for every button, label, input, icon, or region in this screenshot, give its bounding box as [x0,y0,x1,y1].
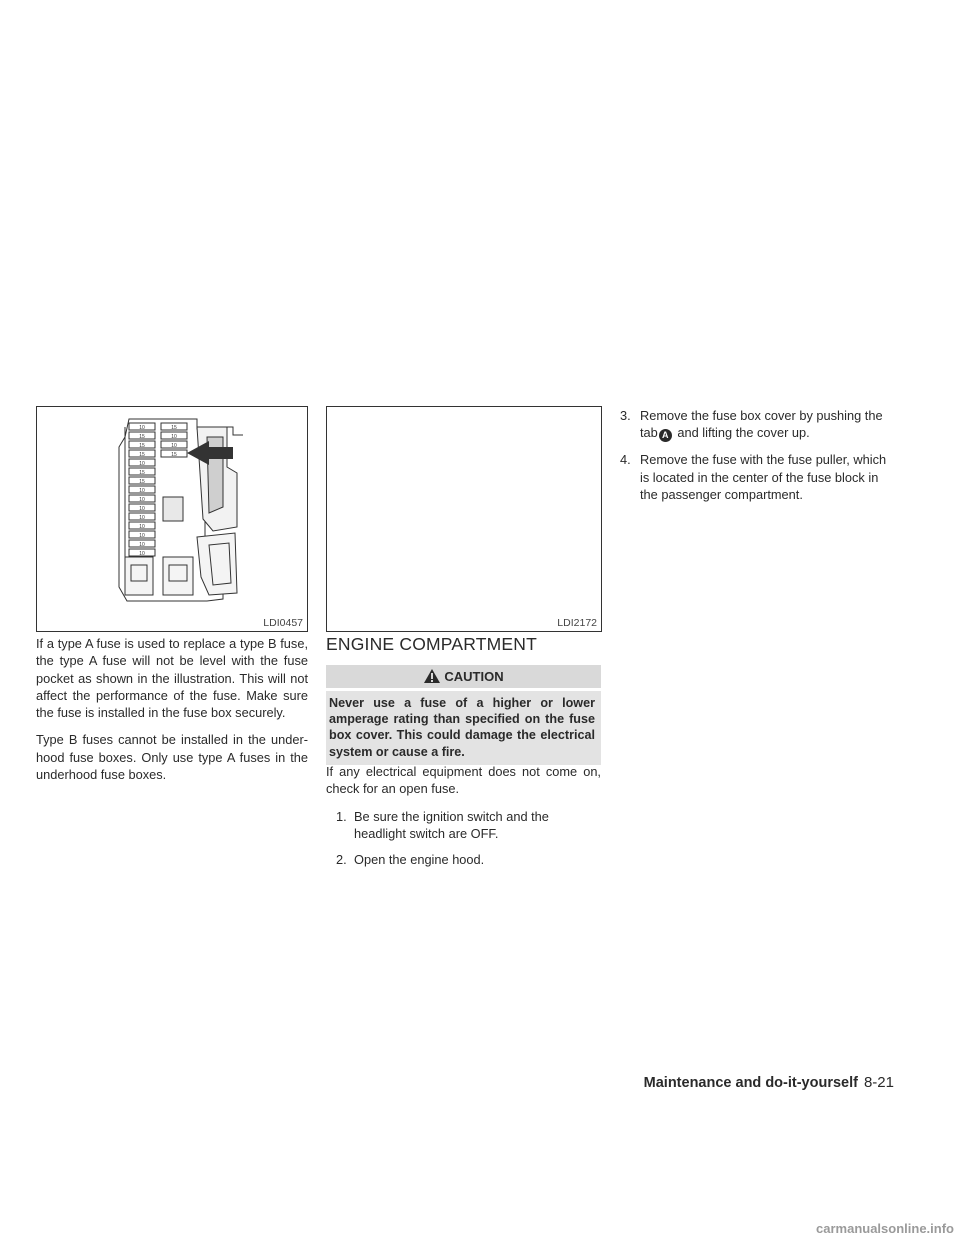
middle-column-body [326,763,601,877]
left-column [36,635,308,793]
fuse-label: 10 [139,425,145,431]
list-number: 2. [336,852,347,868]
fuse-label: 15 [171,452,177,458]
fuse-label: 15 [139,479,145,485]
fuse-label: 10 [139,524,145,530]
list-number: 4. [620,452,631,468]
list-text: Remove the fuse with the fuse puller, which is located in the center of the fuse block in the passenger compartment. [640,452,887,502]
fuse-label: 10 [139,497,145,503]
engine-compartment-illustration [326,406,602,632]
figure-code: LDI2172 [557,617,597,629]
list-text: Open the engine hood. [354,852,485,868]
fuse-label: 15 [139,470,145,476]
list-text: Be sure the ignition switch and the headlight switch are OFF. [354,808,549,841]
list-text: and lifting the cover up. [673,425,810,441]
watermark: carmanualsonline.info [816,1221,954,1236]
list-item [326,808,601,843]
list-text: Remove the fuse box cover by pushing the tab [640,408,883,441]
fuse-label: 15 [139,443,145,449]
fuse-label: 10 [171,443,177,449]
fuse-box-illustration [36,406,308,632]
fuse-label: 10 [139,551,145,557]
fuse-label: 15 [139,452,145,458]
warning-icon [423,668,441,691]
caution-text: Never use a fuse of a higher or lower amperage rating than specified on the fuse box cover. This could damage the electrical system or cause a fire. [326,691,601,765]
page-footer [644,1074,894,1091]
list-item [326,851,601,868]
list-item [620,407,896,442]
fuse-label: 15 [139,434,145,440]
figure-code: LDI0457 [263,617,303,629]
caution-header [326,665,601,688]
fuse-box-drawing [37,407,307,631]
paragraph: Type B fuses cannot be installed in the under-hood fuse boxes. Only use type A fuses in the underhood fuse boxes. [36,732,308,783]
paragraph: If any electrical equipment does not come on, check for an open fuse. [326,764,601,797]
list-number: 1. [336,808,347,824]
footer-section: Maintenance and do-it-yourself [643,1075,858,1091]
paragraph: If a type A fuse is used to replace a type B fuse, the type A fuse will not be level with the fuse pocket as shown in the illustration. This will not affect the performance of the fuse. Make sure the fuse is installed in the fuse box securely. [36,636,308,721]
fuse-label: 10 [139,515,145,521]
callout-a-icon: A [659,429,672,442]
fuse-label: 10 [139,533,145,539]
right-column [620,407,896,512]
caution-title: CAUTION [444,669,504,684]
page-number: 8-21 [863,1074,894,1091]
section-title: ENGINE COMPARTMENT [326,634,538,654]
fuse-label: 10 [139,506,145,512]
fuse-label: 15 [171,425,177,431]
fuse-label: 10 [139,461,145,467]
fuse-label: 10 [171,434,177,440]
caution-box [326,665,601,765]
list-item [620,451,896,503]
list-number: 3. [620,408,631,423]
fuse-label: 10 [139,488,145,494]
fuse-label: 10 [139,542,145,548]
